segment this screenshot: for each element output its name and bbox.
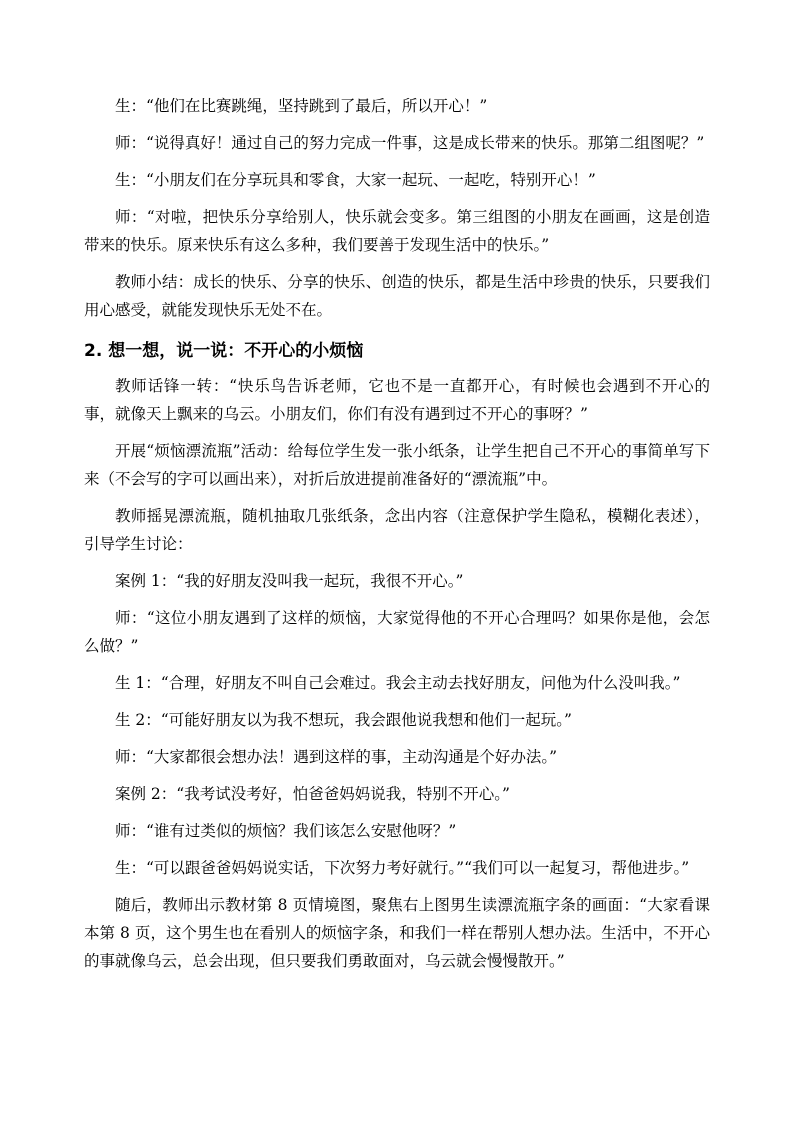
paragraph: 教师摇晃漂流瓶，随机抽取几张纸条，念出内容（注意保护学生隐私，模糊化表述），引导学生讨论：	[84, 507, 710, 553]
paragraph: 教师话锋一转：“快乐鸟告诉老师，它也不是一直都开心，有时候也会遇到不开心的事，就像天上飘来的乌云。小朋友们，你们有没有遇到过不开心的事呀？”	[84, 377, 710, 423]
paragraph: 教师小结：成长的快乐、分享的快乐、创造的快乐，都是生活中珍贵的快乐，只要我们用心感受，就能发现快乐无处不在。	[84, 273, 710, 319]
paragraph: 生：“他们在比赛跳绳，坚持跳到了最后，所以开心！”	[115, 97, 488, 115]
document-body	[84, 92, 710, 984]
paragraph: 开展“烦恼漂流瓶”活动：给每位学生发一张小纸条，让学生把自己不开心的事简单写下来（不会写的字可以画出来），对折后放进提前准备好的“漂流瓶”中。	[84, 442, 710, 488]
paragraph: 生 2：“可能好朋友以为我不想玩，我会跟他说我想和他们一起玩。”	[115, 711, 572, 729]
paragraph: 师：“这位小朋友遇到了这样的烦恼，大家觉得他的不开心合理吗？如果你是他，会怎么做？”	[84, 609, 710, 655]
paragraph: 师：“说得真好！通过自己的努力完成一件事，这是成长带来的快乐。那第二组图呢？”	[115, 134, 705, 152]
paragraph: 师：“谁有过类似的烦恼？我们该怎么安慰他呀？”	[115, 822, 457, 840]
section-heading: 2. 想一想，说一说：不开心的小烦恼	[84, 341, 364, 361]
paragraph: 案例 2：“我考试没考好，怕爸爸妈妈说我，特别不开心。”	[115, 785, 510, 803]
paragraph: 师：“对啦，把快乐分享给别人，快乐就会变多。第三组图的小朋友在画画，这是创造带来的快乐。原来快乐有这么多种，我们要善于发现生活中的快乐。”	[84, 208, 710, 254]
paragraph: 随后，教师出示教材第 8 页情境图，聚焦右上图男生读漂流瓶字条的画面：“大家看课本第 8 页，这个男生也在看别人的烦恼字条，和我们一样在帮别人想办法。生活中，不开心的事就像乌云，总会出现，但只要我们勇敢面对，乌云就会慢慢散开。”	[84, 896, 710, 970]
paragraph: 生：“可以跟爸爸妈妈说实话，下次努力考好就行。”“我们可以一起复习，帮他进步。”	[115, 859, 690, 877]
paragraph: 案例 1：“我的好朋友没叫我一起玩，我很不开心。”	[115, 572, 464, 590]
paragraph: 师：“大家都很会想办法！遇到这样的事，主动沟通是个好办法。”	[115, 748, 558, 766]
paragraph: 生：“小朋友们在分享玩具和零食，大家一起玩、一起吃，特别开心！”	[115, 171, 596, 189]
paragraph: 生 1：“合理，好朋友不叫自己会难过。我会主动去找好朋友，问他为什么没叫我。”	[115, 674, 681, 692]
